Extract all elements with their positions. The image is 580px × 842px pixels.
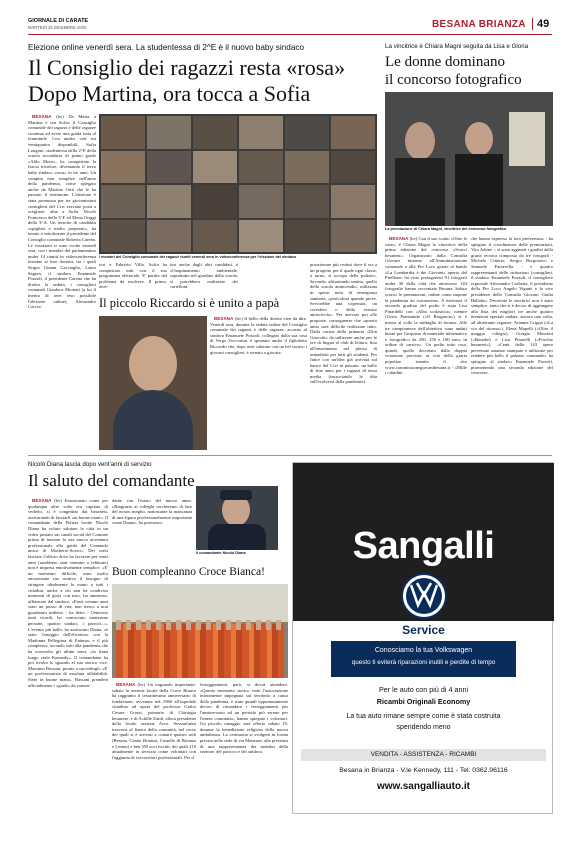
- article1-headline-line2: Dopo Martina, ora tocca a Sofia: [28, 81, 311, 106]
- article4-column-1: BESANA (bv) Emozionato come per qualunque altre volte era capitato di vederlo, si è congedato dai besanesi, assicurando di lasciarli «in buone mani». Il comandante della Polizia locale Nicolò Diana ha voluto salutare la città in un video postato sui canali social del Comune prima di iniziare la sua nuova avventura professionale alla guida del Comando unico di Macherio-Sovico. Dei mesi lasciare l'ufficio dove ha lavorato per venti anni (sarebbero stati ventuno a febbraio) non è impresa emotivamente semplice. «E' un momento difficile, sono molto emozionato ma sentivo il bisogno di stringere idealmente la mano a tutti i cittadini, anche a chi non ha condiviso momenti di gioia con me», ha ammesso, affiancato dal sindaco. «Passi venuno anni sono un pozzo di vita, non riesco a non guardarmi indietro - ha detto - Generose tanti ricordi, ho conosciuto tantissime persone, quattro sindaci, i parroci...». L'evento più bello, ha assicurato Diana, «è stato l'arteggio dell'elicottero con la Madonna Pellegrina di Fatima» e il più complesso, secondo solo alla pandemia che ha sconvolto gli ultimi mesi, «la frana lungo viale Kennedy». Il comandante ha poi rivolto lo sguardo al suo storico vice, Massimo Bassani, pronto a succedergli. «E' un professionista di assoluta affidabilità. Siete in buone mani». Bassani prenderà ufficialmente i «gradi» da coman-: [28, 498, 108, 688]
- article3-headline-line1: Le donne dominano: [385, 54, 505, 70]
- masthead-rule: [28, 34, 552, 35]
- ad-line-3: Per le auto con più di 4 anni: [378, 685, 469, 694]
- paper-name: GIORNALE DI CARATE: [28, 18, 89, 24]
- article4-photo-comandante: [196, 486, 278, 550]
- ad-line-1: Conosciamo la tua Volkswagen: [374, 647, 473, 654]
- article3-photo-premiazione: [385, 92, 553, 226]
- ad-website-link[interactable]: www.sangalliauto.it: [377, 781, 470, 792]
- article3-column-1: BESANA (bv) Con il suo scatto «Oltre le case», è Chiara Magni la vincitrice della prima edizione del concorso «Scorci besanesi». Organizzato dalla Consulta Giovani insieme all'Amministrazione comunale e alla Pro Loco grazie al bando «La Lombardia è dei Giovani» aperto dal Pirellone, ha visto protagonisti 91 fotografi under 30 della città che attraverso 143 fotografie hanno raccontato Besana. Saluto scorso le premiazioni, online come impone la pandemia da coronavirus. A meritarsi il secondo gradino del podio è stata Lisa Pinardelli con «Alba scolastica», mentre Gloria Piantanida («Il Brugaron») si è messa al collo la medaglia di bronzo. Alle tre campionesse dell'obiettivo sono andati buoni per l'acquisto di materiale informatico e fotografico da 250, 150 e 100 euro, in ordine di «arrivo». Un podio tutto rosa, quindi, quello decretato dalla doppia votazione prevista: ai voti della giuria popolare tramite il sito www.commissionegiovanibesana.it - «Mille i cittadini: [385, 236, 467, 376]
- article1-dateline: BESANA: [32, 114, 52, 119]
- article3-photo-caption: La premiazione di Chiara Magni, vincitrice del concorso fotografico: [385, 227, 507, 231]
- article5-photo-volunteers: [112, 584, 288, 678]
- article2-body: BESANA (bv) Il bello della diretta vien da dire. Venerdì sera, durante la seduta online del Consiglio comunale dei ragazzi e delle ragazze, accanto al sindaco Emanuele Pozzoli, collegato dalla sua casa di Vergo Zoccorino, è spuntato anche il figlioletto Riccardo che, dopo aver salutato con un bel sorriso i giovani consiglieri, è tornato a giocare.: [210, 316, 307, 355]
- article4-column-2: dante con l'inizio del nuovo anno. «Ringrazio ai colleghi cercheremo di fare del nostro meglio, nonostante la mancanza di una figura professionalmente importante come Diana», ha promesso.: [112, 498, 192, 526]
- article4-photo-caption: Il comandante Nicolò Diana: [196, 551, 246, 555]
- article1-column-3: tito anche dagli altri candidati, è «l'inquinamento ambientale, soprattutto nel giardino della scuola, si potrebbero realizzare dei cartelloni,: [170, 262, 238, 290]
- article5-dateline: BESANA: [116, 682, 136, 687]
- ad-brand-name: Sangalli: [352, 525, 495, 567]
- article5-column-1: BESANA (bv) Un traguardo importante: sabato la sezione locale della Croce Bianca ha raggiunto il sessantesimo anniversario di fondazione, avvenuta nel 1960 all'ospedale cittadino ad opera del professor Giulio Cesare Grassi, primario di Chirurgia besanese, e di Achille Zardi, allora presidente della locale sezione Acra. Sessant'anni trascorsi al fianco della comunità, nel corso dei quali si è arrivati a contare quattro sedi (Besana, Carate Brianza, Castello di Brianza e Lesmo) e ben 350 soci iscritti, dei quali 210 attualmente in servizio come volontari con l'aggiunta di soccorritori professionali. Per il: [112, 682, 196, 760]
- article2-headline: Il piccolo Riccardo si è unito a papà: [99, 296, 280, 310]
- article1-column-1: BESANA (bv) Da Marta a Martina e ora Sofia: il Consiglio comunale dei ragazzi e delle ragazze continua ad avere una guida tutta al femminile. Con undici voti sui ventiquattro disponibili, Sofia Longoni, studentessa della 2^E della scuola secondaria di primo grado «Aldo Moro», ha conquistato la fascia tricolore, diventando il terzo baby sindaco «rosa» in tre anni. Un compito non semplice nell'anno della pandemia, come spiegato anche da Martina Oriti che le ha passato il testimone. L'elezione è stata promossa per tre giovanissimi consiglieri del Ccrr eravano posti a scegliere: oltre a Sofia, Nicolò Francesco della 3^F ed Elena Origgi della 3^A. Un terzetto di candidati «spigliati e molto preparati», ha tenuto a sottolineare il presidente del Consiglio comunale Roberta Carena. Le votazioni si sono svolte venerdì sera, con i membri del parlamentino under 14 riuniti in videoconferenza insieme ai loro docenti, tra i quali Sergio Gianni Cacciaglio, Laura Sagion, il sindaco Emanuele Pozzoli, il presidente Carena che ha diretto la seduta, i consiglieri comunali Gianluca Mornati (a lui il merito di aver reso possibile l'elezione online), Alessandro Caccia-: [28, 114, 96, 310]
- ad-bar-text: VENDITA - ASSISTENZA - RICAMBI: [370, 751, 477, 758]
- issue-date: MARTEDÌ 15 DICEMBRE 2020: [28, 25, 87, 30]
- ad-address: Besana in Brianza - V.le Kennedy, 111 - Tel. 0362.96116: [339, 767, 508, 774]
- article3-column-2: che hanno espresso la loro preferenza» - ha spiegato il coordinatore delle premiazioni, Vito Adone -, si sono aggiunti i giudizi della giuria tecnica composta da tre fotografi - Michele Citterio, Sergio Borgonovo e Samuele Parravella - e quattro rappresentanti delle istituzioni (consiglieri, il sindaco Emanuele Pozzoli, il consigliere regionale Alessandro Corbetta, il presidente della Pro Loco Angelo Viganò e la vice presidente della Consulta Giovani Giulia Ballabio. Decretate le vincitrici non è stato semplice, tanto che si è deciso di aggiungere alla lista dei migliori tre anche quattro menzioni speciali andate, ancora una volta, ad altrettante ragazze: Arianna Crippa («La via del ritorno»), Elena Mapelli («Oltre il muggio ciliegio), Giorgia Massimi («Breathe) e Lisa Pinarelli («Foschie besanesi»). «Centi delle 143 opere pervenute saranno stampate e utilizzate per rendere più bello il palazzo comunale» ha spiegato al sindaco Emanuele Pozzoli, promettendo una seconda edizione del concorso.: [471, 236, 553, 376]
- article1-column-2: tori e Fabrizio Villa. Sofia ha conquistato tutti con il suo programma elettorale. E' partita dal problema da risolvere. Il primo, aver-: [99, 262, 167, 290]
- masthead: [0, 0, 580, 40]
- article3-dateline: BESANA: [389, 236, 409, 241]
- article5-headline: Buon compleanno Croce Bianca!: [112, 566, 265, 578]
- article3-headline-line2: il concorso fotografico: [385, 72, 522, 88]
- article4-kicker: Nicolò Diana lascia dopo vent'anni di servizio: [28, 461, 152, 468]
- article1-photo-caption: I membri del Consiglio comunale dei ragazzi riuniti venerdì sera in videoconferenza per l'elezione del sindaco: [99, 255, 297, 259]
- page-divider: [532, 18, 533, 30]
- article1-video-call-photo: [99, 114, 377, 254]
- article1-headline-line1: Il Consiglio dei ragazzi resta «rosa»: [28, 55, 346, 80]
- ad-line-5: La tua auto rimane sempre come è stata costruita: [346, 713, 501, 720]
- article1-kicker: Elezione online venerdì sera. La studentessa di 2^E è il nuovo baby sindaco: [28, 43, 305, 52]
- article2-photo-riccardo: [99, 316, 207, 450]
- article4-headline: Il saluto del comandante: [28, 471, 195, 490]
- article1-column-4: posizionare più cestini dove il via a un progetto per il quale ogni classe, a turno, si occupa delle pulizie». Secondo, affrontando sentito, quello della scuola antincendio, utilizzata in questi mesi di emergenza sanitaria, «pericolosa quando piove. Servirebbe una copertura, un corridoio o della vernice antiscivolo». Per arrivare poi alle proposte, conseguenze che «questo anno sarà difficile realizzare tutto. Dalla cucina della primaria «Don Gnocchi» da utilizzare anche per le ore di lingua al club di lettura, fino all'inserimento nel plesso di armadietti per tutti gli studenti. Per finire con un'idea già arrivata sul banco del Ccrr in passato: un bullo di fine anno per i ragazzi di terza media (incrociando le dita sull'evolversi della pandemia).: [310, 262, 377, 385]
- page-number: 49: [537, 18, 550, 30]
- article3-kicker: La vincitrice è Chiara Magni seguita da Lisa e Gloria: [385, 43, 529, 50]
- section-divider: [28, 455, 552, 456]
- video-call-grid: [99, 114, 377, 254]
- article4-dateline: BESANA: [32, 498, 52, 503]
- ad-service-label: Service: [402, 623, 445, 637]
- article5-column-2: festeggiamenti, però, si dovrà attendere. «Questo momento storico vede l'associazione interamente impegnata sul territorio a causa della pandemia, è stato quindi opportunamente deciso di rimandare i festeggiamenti per l'anniversario ad un periodo più sereno per l'intera comunità», hanno spiegato i volontari. Un piccolo omaggio sarà offerto sabato 19, durante la benedizione religiosa della nuova ambulanza. La cerimonia si svolgerà in forma privata nella sede di via Manzoni, alla presenza di una rappresentanza dei membri della sezione, del parroco e del sindaco.: [200, 682, 288, 755]
- article2-dateline: BESANA: [214, 316, 234, 321]
- section-title: BESANA BRIANZA: [432, 19, 526, 30]
- ad-line-6: spendendo meno: [396, 724, 451, 731]
- sangalli-ad[interactable]: [292, 462, 553, 814]
- ad-line-4: Ricambi Originali Economy: [376, 697, 471, 706]
- ad-line-2: questo ti eviterà riparazioni inutili e perdite di tempo: [351, 659, 496, 666]
- vw-logo-icon: [401, 573, 447, 619]
